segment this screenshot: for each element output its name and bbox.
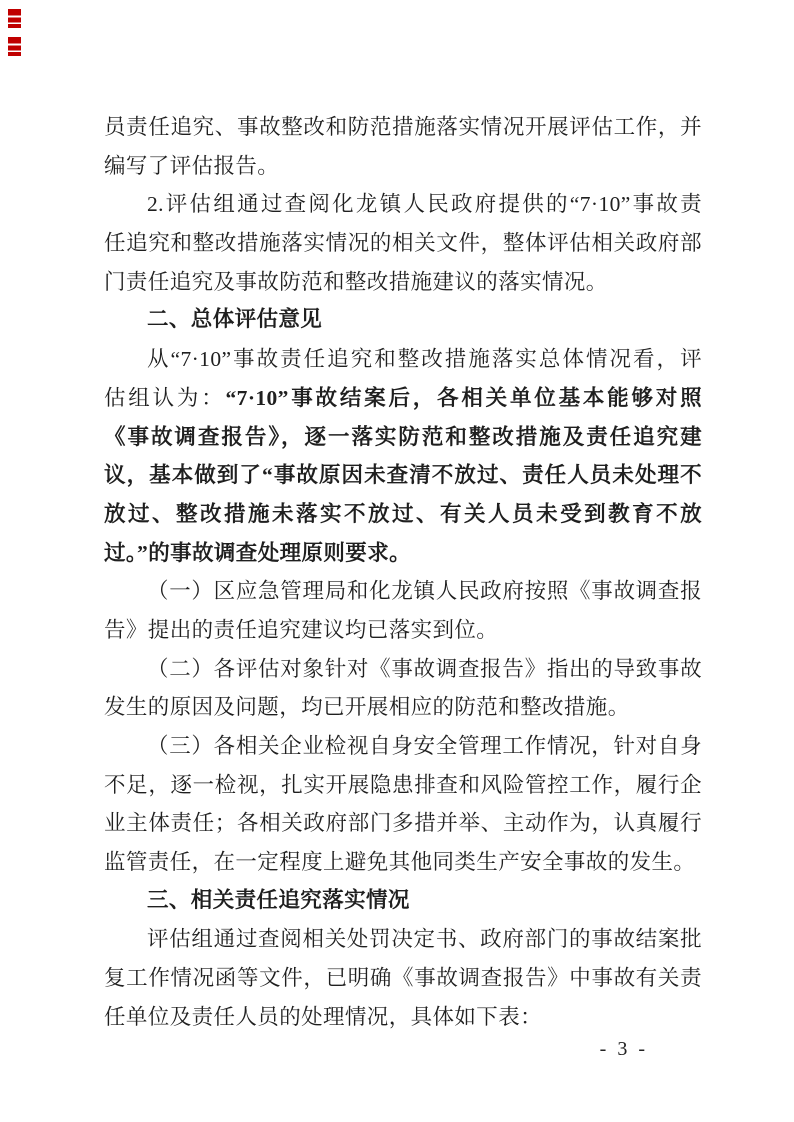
text-line xyxy=(104,998,702,1037)
text-line xyxy=(104,920,702,959)
bold-text-run: 《事故调查报告》，逐一落实防范和整改措施及责任追究建 xyxy=(104,424,702,449)
section-heading-2 xyxy=(104,301,702,340)
text-run: 发生的原因及问题，均已开展相应的防范和整改措施。 xyxy=(104,695,630,720)
text-line xyxy=(104,147,702,186)
text-line xyxy=(104,185,702,224)
text-line xyxy=(104,843,702,882)
text-line xyxy=(104,379,702,418)
document-body xyxy=(104,108,702,1037)
text-run: 估组认为： xyxy=(104,385,226,410)
red-stamp-mark-bottom xyxy=(8,37,21,56)
text-line xyxy=(104,650,702,689)
text-run: 告》提出的责任追究建议均已落实到位。 xyxy=(104,617,499,642)
text-line xyxy=(104,263,702,302)
bold-text-run: 放过、整改措施未落实不放过、有关人员未受到教育不放 xyxy=(104,501,702,526)
text-line xyxy=(104,418,702,457)
text-line xyxy=(104,495,702,534)
text-run: 评估组通过查阅相关处罚决定书、政府部门的事故结案批 xyxy=(147,927,702,952)
red-stamp-mark-top xyxy=(8,9,21,28)
text-run: 任单位及责任人员的处理情况，具体如下表： xyxy=(104,1004,543,1029)
text-run: （三）各相关企业检视自身安全管理工作情况，针对自身 xyxy=(147,734,702,758)
text-run: 监管责任，在一定程度上避免其他同类生产安全事故的发生。 xyxy=(104,850,696,875)
text-run: 复工作情况函等文件，已明确《事故调查报告》中事故有关责 xyxy=(104,966,702,991)
text-run: 2.评估组通过查阅化龙镇人民政府提供的“7·10”事故责 xyxy=(147,192,702,217)
text-line xyxy=(104,688,702,727)
heading-text: 二、总体评估意见 xyxy=(147,307,323,333)
text-line xyxy=(104,959,702,998)
text-line xyxy=(104,224,702,263)
heading-text: 三、相关责任追究落实情况 xyxy=(147,887,410,913)
text-run: 任追究和整改措施落实情况的相关文件，整体评估相关政府部 xyxy=(104,231,702,256)
text-line xyxy=(104,727,702,766)
text-run: 员责任追究、事故整改和防范措施落实情况开展评估工作，并 xyxy=(104,115,702,139)
bold-text-run: 过。”的事故调查处理原则要求。 xyxy=(104,540,412,565)
text-line xyxy=(104,611,702,650)
page-number: - 3 - xyxy=(599,1038,648,1060)
text-run: （二）各评估对象针对《事故调查报告》指出的导致事故 xyxy=(147,656,702,681)
text-line xyxy=(104,804,702,843)
text-run: 从“7·10”事故责任追究和整改措施落实总体情况看，评 xyxy=(147,347,702,372)
text-line xyxy=(104,572,702,611)
text-run: 不足，逐一检视，扎实开展隐患排查和风险管控工作，履行企 xyxy=(104,772,702,797)
section-heading-3 xyxy=(104,882,702,921)
text-run: （一）区应急管理局和化龙镇人民政府按照《事故调查报 xyxy=(147,579,702,604)
text-run: 门责任追究及事故防范和整改措施建议的落实情况。 xyxy=(104,269,608,294)
bold-text-run: 议，基本做到了“事故原因未查清不放过、责任人员未处理不 xyxy=(104,463,702,488)
text-line xyxy=(104,534,702,573)
text-line xyxy=(104,456,702,495)
text-run: 编写了评估报告。 xyxy=(104,153,280,178)
text-line xyxy=(104,108,702,147)
text-line xyxy=(104,340,702,379)
bold-text-run: “7·10”事故结案后，各相关单位基本能够对照 xyxy=(225,385,702,410)
text-run: 业主体责任；各相关政府部门多措并举、主动作为，认真履行 xyxy=(104,811,702,836)
text-line xyxy=(104,766,702,805)
